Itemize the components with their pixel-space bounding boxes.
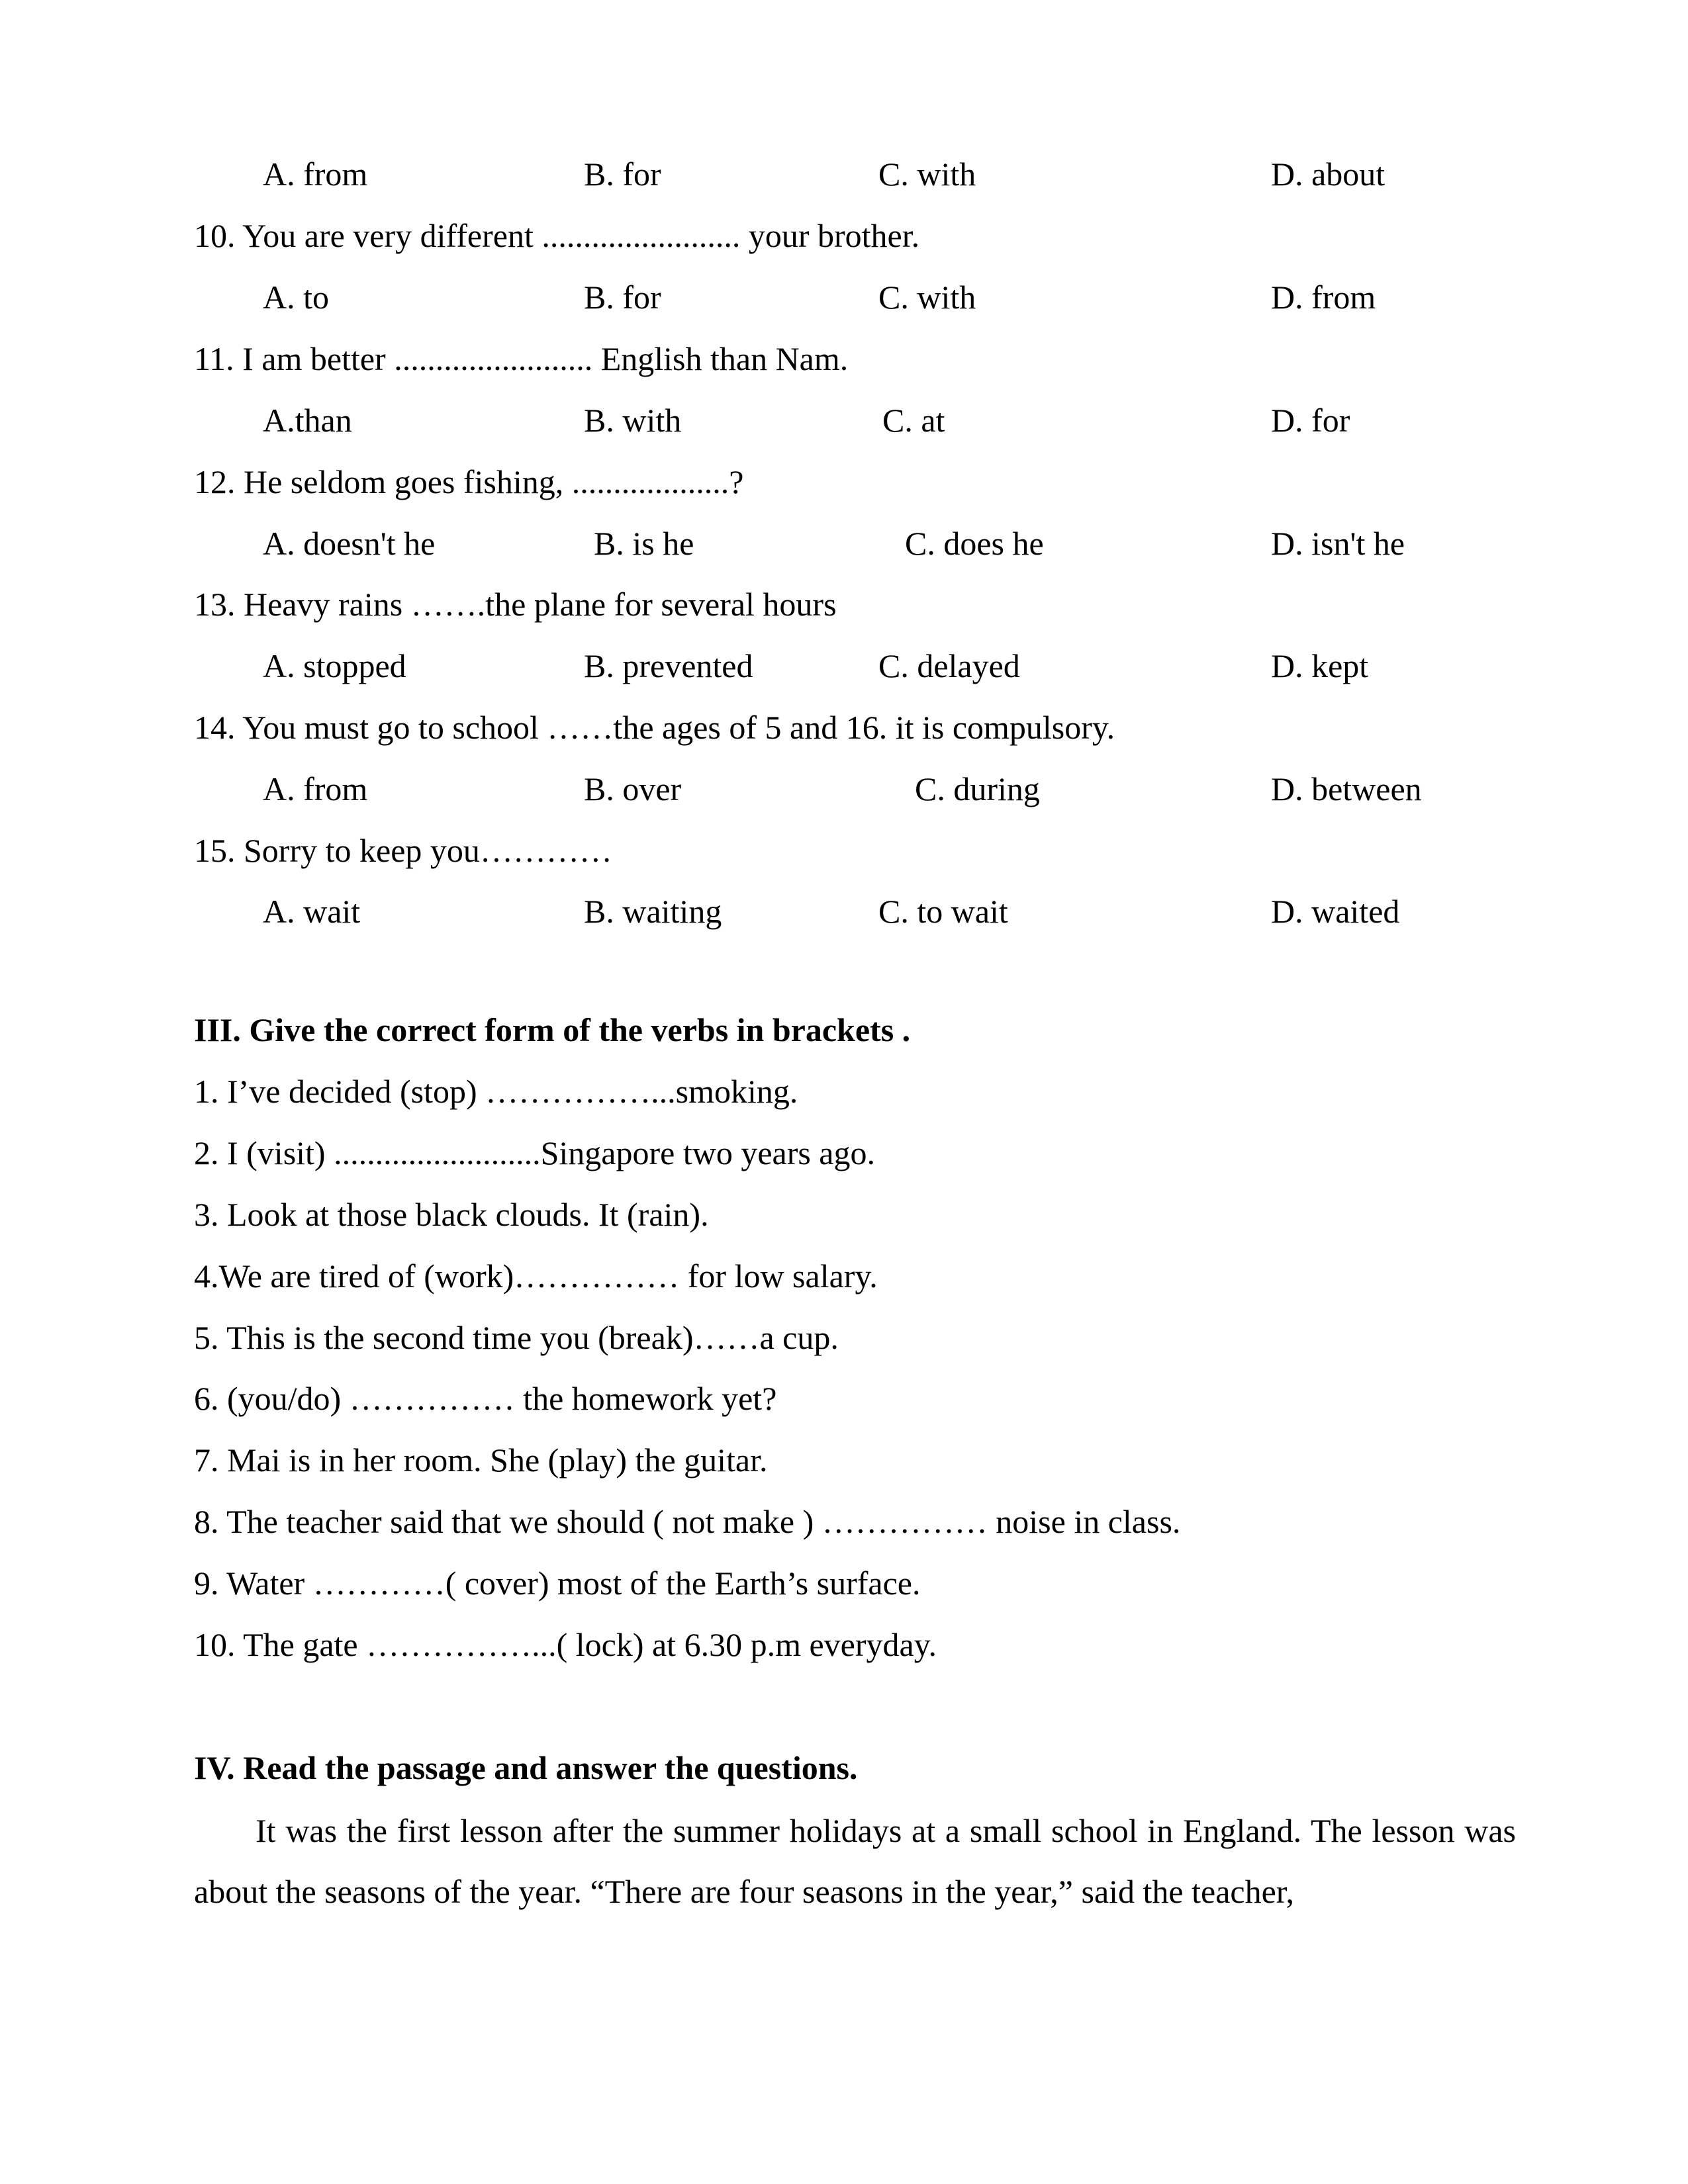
question-text: 11. I am better ........................ English than Nam. (194, 340, 849, 377)
option-b: B. over (584, 770, 682, 807)
list-item: 2. I (visit) .........................Singapore two years ago. (194, 1134, 876, 1171)
option-a: A. wait (263, 893, 361, 930)
option-d: D. isn't he (1271, 525, 1405, 562)
list-item: 8. The teacher said that we should ( not make ) …………… noise in class. (194, 1503, 1181, 1540)
list-item: 5. This is the second time you (break)……a cup. (194, 1319, 839, 1356)
list-item: 10. The gate ……………...( lock) at 6.30 p.m everyday. (194, 1626, 937, 1663)
question-text: 14. You must go to school ……the ages of 5 and 16. it is compulsory. (194, 709, 1115, 746)
section-heading-verbs: III. Give the correct form of the verbs in brackets . (194, 1011, 911, 1048)
list-item: 3. Look at those black clouds. It (rain). (194, 1196, 709, 1233)
option-c: C. delayed (878, 647, 1020, 684)
option-b: B. waiting (584, 893, 722, 930)
option-a: A. from (263, 770, 368, 807)
list-item: 4.We are tired of (work)…………… for low salary. (194, 1257, 878, 1295)
list-item: 9. Water …………( cover) most of the Earth’s surface. (194, 1565, 921, 1602)
option-a: A. doesn't he (263, 525, 436, 562)
option-b: B. with (584, 402, 682, 439)
option-c: C. with (878, 279, 976, 316)
question-text: 15. Sorry to keep you………… (194, 832, 612, 869)
option-d: D. waited (1271, 893, 1400, 930)
option-c: C. during (915, 770, 1040, 807)
reading-passage: It was the first lesson after the summer holidays at a small school in England. The lesson was about the seasons of the year. “There are four seasons in the year,” said the teacher, (194, 1812, 1516, 1910)
list-item: 1. I’ve decided (stop) ……………...smoking. (194, 1073, 798, 1110)
option-b: B. prevented (584, 647, 753, 684)
section-heading-reading: IV. Read the passage and answer the questions. (194, 1749, 858, 1786)
question-text: 10. You are very different ........................ your brother. (194, 217, 920, 254)
option-a: A. from (263, 156, 368, 193)
option-c: C. does he (905, 525, 1044, 562)
option-d: D. between (1271, 770, 1422, 807)
option-d: D. kept (1271, 647, 1369, 684)
option-a: A.than (263, 402, 352, 439)
option-c: C. to wait (878, 893, 1008, 930)
option-b: B. for (584, 279, 661, 316)
list-item: 7. Mai is in her room. She (play) the guitar. (194, 1441, 768, 1479)
option-c: C. at (882, 402, 945, 439)
option-c: C. with (878, 156, 976, 193)
question-text: 12. He seldom goes fishing, ...................? (194, 463, 744, 500)
question-text: 13. Heavy rains …….the plane for several hours (194, 586, 837, 623)
option-b: B. for (584, 156, 661, 193)
option-d: D. from (1271, 279, 1376, 316)
option-b: B. is he (594, 525, 694, 562)
list-item: 6. (you/do) …………… the homework yet? (194, 1380, 777, 1417)
option-a: A. stopped (263, 647, 406, 684)
option-d: D. about (1271, 156, 1385, 193)
option-a: A. to (263, 279, 329, 316)
option-d: D. for (1271, 402, 1350, 439)
